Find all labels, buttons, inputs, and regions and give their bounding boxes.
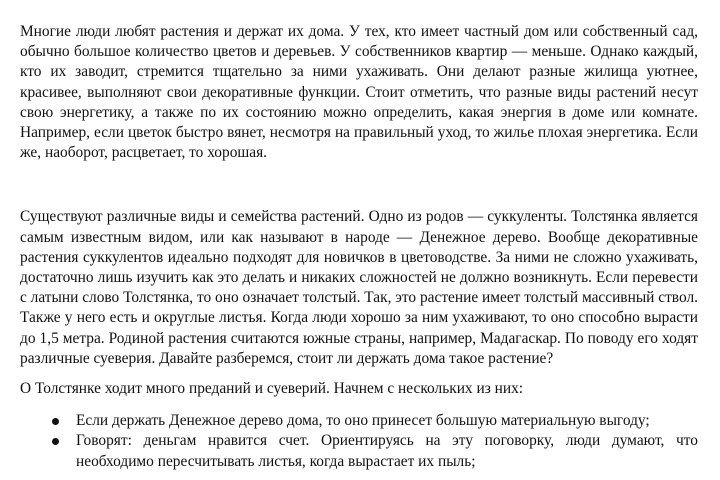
list-item (20, 431, 698, 471)
bullet-icon (52, 438, 59, 445)
list-item (20, 411, 698, 431)
bullet-icon (52, 418, 59, 425)
paragraph-intro: Многие люди любят растения и держат их дома. У тех, кто имеет частный дом или собственный сад, обычно большое количество цветов и деревьев. У собственников квартир — меньше. Однако каждый, кто их заводит, стремится тщательно за ними ухаживать. Они делают разные жилища уютнее, красивее, выполняют свои декоративные функции. Стоит отметить, что разные виды растений несут свою энергетику, а также по их состоянию можно определить, какая энергия в доме или комнате. Например, если цветок быстро вянет, несмотря на правильный уход, то жилье плохая энергетика. Если же, наоборот, расцветает, то хорошая. (20, 23, 698, 162)
paragraph-beliefs-intro: О Толстянке ходит много преданий и суеверий. Начнем с нескольких из них: (20, 380, 524, 398)
beliefs-list (20, 411, 698, 472)
list-item-text: Если держать Денежное дерево дома, то оно принесет большую материальную выгоду; (76, 412, 650, 430)
list-item-text: Говорят: деньгам нравится счет. Ориентируясь на эту поговорку, люди думают, что необходимо пересчитывать листья, когда вырастает их пыль; (76, 432, 698, 470)
document-page (20, 22, 698, 472)
paragraph-succulents: Существуют различные виды и семейства растений. Одно из родов — суккуленты. Толстянка является самым известным видом, или как называют в народе — Денежное дерево. Вообще декоративные растения суккулентов идеально подходят для новичков в цветоводстве. За ними не сложно ухаживать, достаточно лишь изучить как это делать и никаких сложностей не должно возникнуть. Если перевести с латыни слово Толстянка, то оно означает толстый. Так, это растение имеет толстый массивный ствол. Также у него есть и округлые листья. Когда люди хорошо за ним ухаживают, то оно способно вырасти до 1,5 метра. Родиной растения считаются южные страны, например, Мадагаскар. По поводу его ходят различные суеверия. Давайте разберемся, стоит ли держать дома такое растение? (20, 208, 698, 367)
